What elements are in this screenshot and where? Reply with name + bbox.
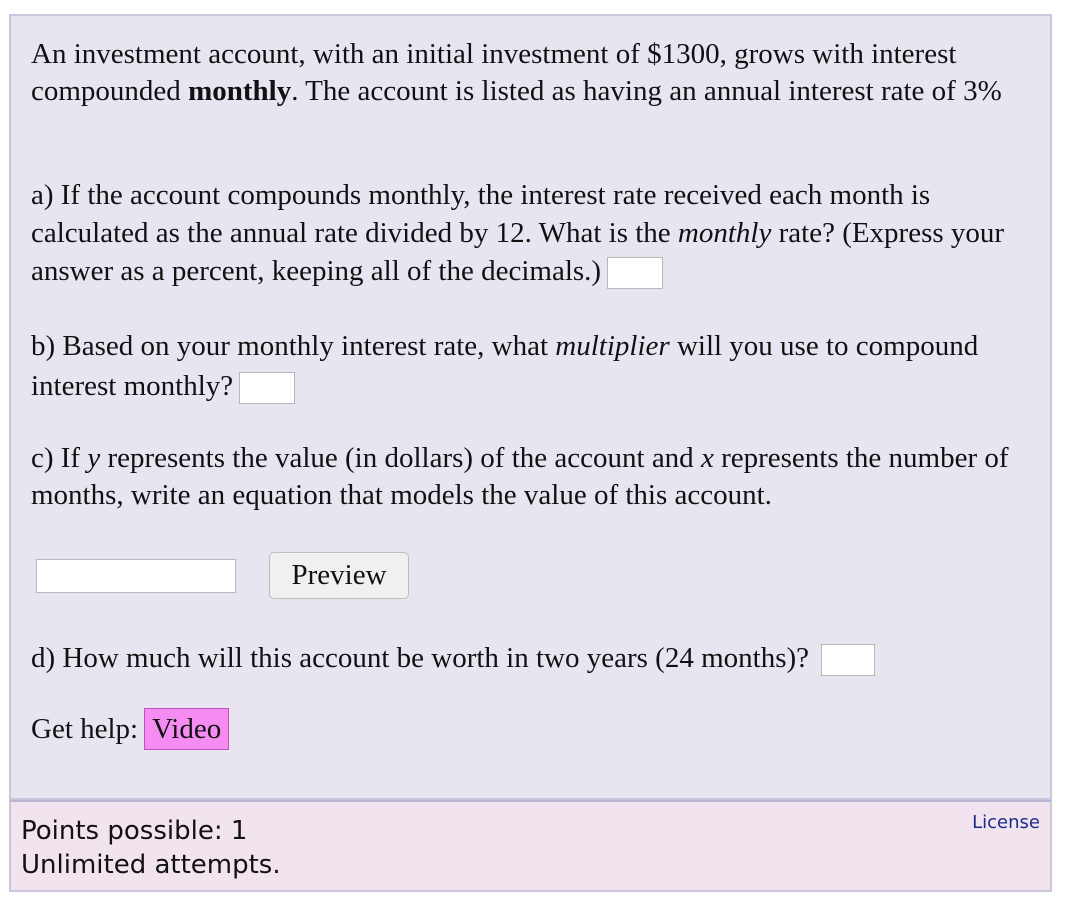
- part-c-text: c) If: [31, 442, 88, 474]
- get-help-label: Get help:: [31, 713, 139, 745]
- part-b-text-end: will you use to compound interest monthly?: [31, 330, 979, 402]
- part-a-answer-input[interactable]: [607, 257, 663, 289]
- intro-text-end: . The account is listed as having an annual interest rate of 3%: [291, 75, 1002, 107]
- part-d-answer-input[interactable]: [821, 644, 875, 676]
- points-possible: Points possible: 1: [21, 816, 248, 846]
- license-link[interactable]: License: [972, 812, 1040, 833]
- question-panel: [9, 14, 1052, 800]
- part-a-italic: monthly: [677, 217, 772, 249]
- equation-input[interactable]: [36, 559, 236, 593]
- intro-bold-word: monthly: [188, 75, 292, 107]
- preview-button[interactable]: Preview: [269, 552, 409, 599]
- part-a-text: a) If the account compounds monthly, the interest rate received each month is calculated as the annual rate divided by 12. What is the: [31, 179, 931, 249]
- intro-text: An investment account, with an initial investment of $1300, grows with interest compounded: [31, 38, 957, 107]
- part-b-italic: multiplier: [555, 330, 670, 362]
- footer-info: [21, 814, 281, 882]
- question-part-d: [31, 638, 1031, 678]
- question-part-b: [31, 326, 1031, 406]
- video-help-button[interactable]: Video: [144, 708, 229, 750]
- part-c-text-end: represents the number of months, write an equation that models the value of this account.: [31, 442, 1009, 511]
- part-a-text-end: rate? (Express your answer as a percent, keeping all of the decimals.): [31, 217, 1005, 287]
- footer-panel: [9, 800, 1052, 892]
- part-b-text: b) Based on your monthly interest rate, what: [31, 330, 556, 362]
- question-intro: [31, 36, 1031, 110]
- part-c-text-mid: represents the value (in dollars) of the account and: [100, 442, 701, 474]
- variable-x: x: [700, 442, 714, 474]
- variable-y: y: [87, 442, 101, 474]
- part-b-answer-input[interactable]: [239, 372, 295, 404]
- part-d-text: d) How much will this account be worth in two years (24 months)?: [31, 642, 810, 674]
- question-part-a: [31, 176, 1031, 290]
- question-part-c: [31, 440, 1031, 514]
- get-help: [31, 708, 229, 750]
- attempts-info: Unlimited attempts.: [21, 850, 281, 880]
